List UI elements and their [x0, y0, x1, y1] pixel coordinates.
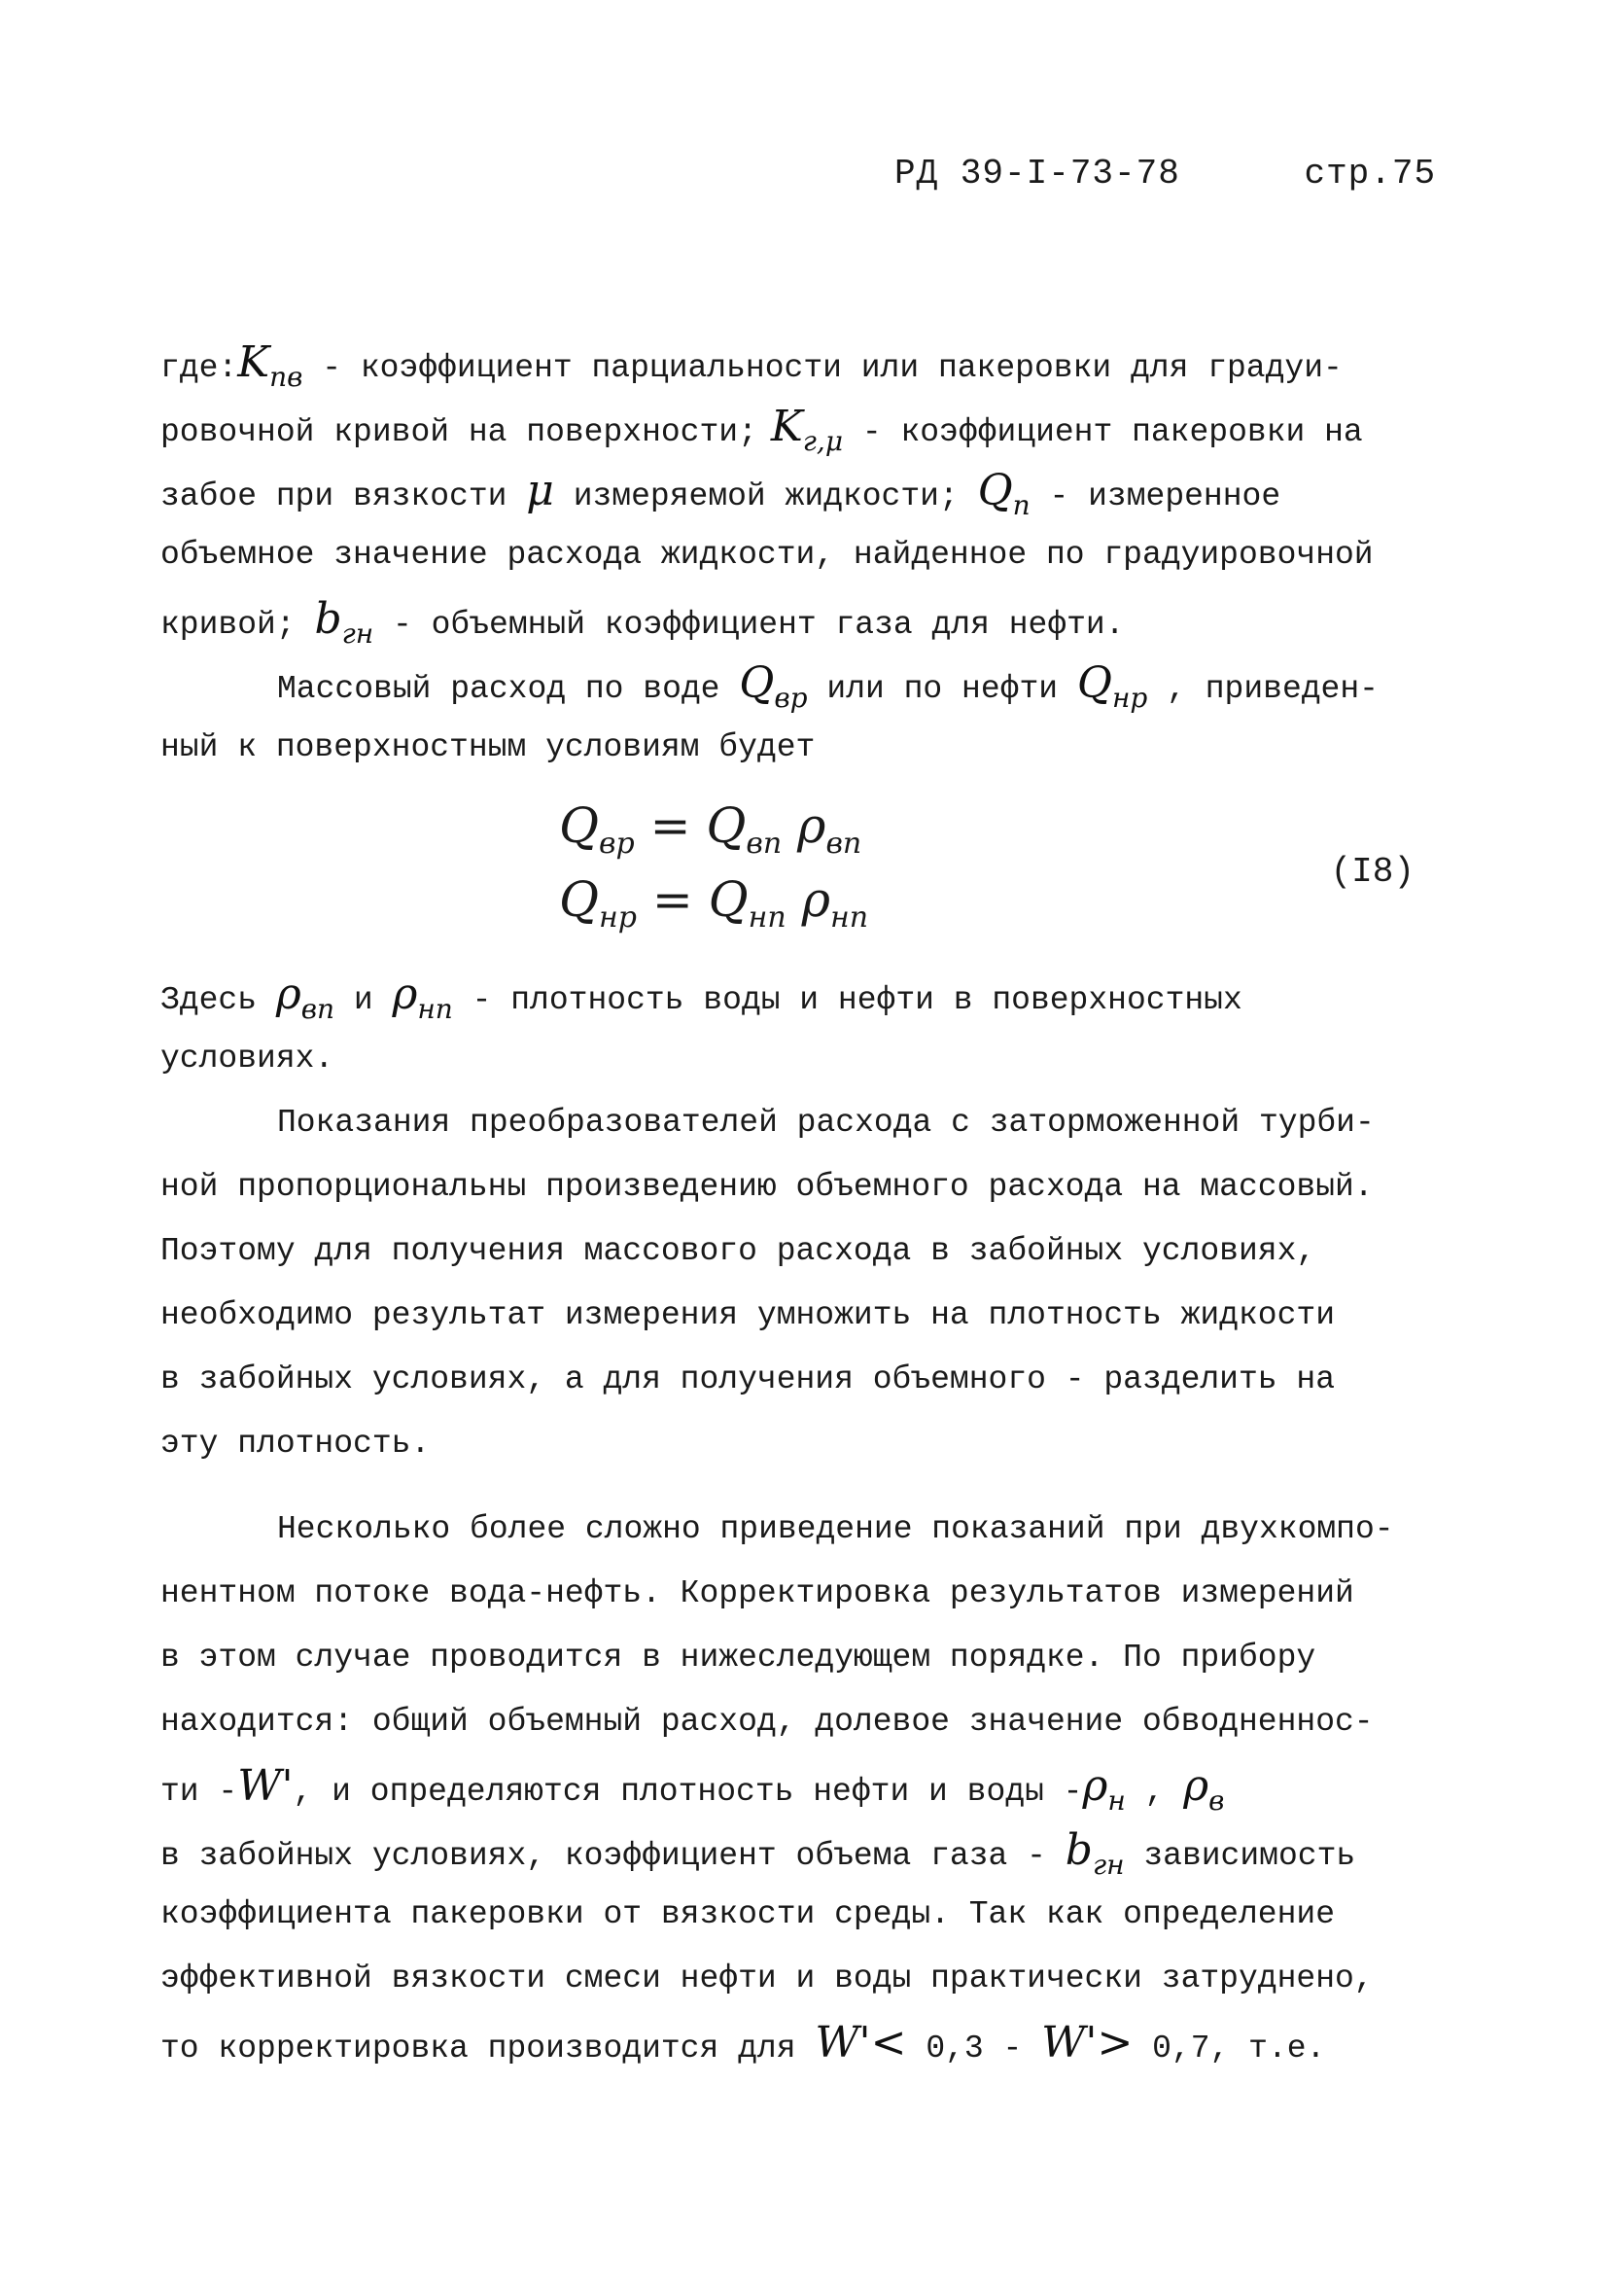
p5-line-5: ти -W', и определяются плотность нефти и воды $-\rho_н$ , $\rho_в$ [160, 1761, 1225, 1817]
p5-line-4: находится: общий объемный расход, долевое значение обводненнос- [160, 1704, 1374, 1740]
handwritten-symbol: μ [526, 466, 554, 515]
p1-line-5: кривой; $b_{гн}$ - объемный коэффициент газа для нефти. [160, 594, 1125, 650]
p2-line-1: Массовый расход по воде $Q_{вр}$ или по нефти $Q_{нр}$ , приведен- [277, 658, 1379, 714]
handwritten-symbol: $K_{г,\mu}$ [770, 402, 844, 457]
p5-line-2: нентном потоке вода-нефть. Корректировка результатов измерений [160, 1575, 1354, 1611]
handwritten-symbol: W' [237, 1761, 294, 1811]
handwritten-symbol: $\rho_н$ [1082, 1761, 1126, 1817]
p4-line-1: Показания преобразователей расхода с заторможенной турби- [277, 1105, 1375, 1141]
p5-line-6: в забойных условиях, коэффициент объема газа - $b_{гн}$ зависимость [160, 1825, 1356, 1881]
handwritten-symbol: $Q_{нр}$ [1076, 658, 1148, 714]
page-header [894, 154, 1436, 194]
p3-line-2: условиях. [160, 1041, 334, 1077]
p3-line-1: Здесь $\rho_{вп}$ и $\rho_{нп}$ - плотность воды и нефти в поверхностных [160, 970, 1242, 1025]
p5-line-7: коэффициента пакеровки от вязкости среды. Так как определение [160, 1896, 1335, 1932]
p4-line-3: Поэтому для получения массового расхода в забойных условиях, [160, 1233, 1316, 1269]
document-body [160, 331, 1434, 2075]
handwritten-symbol: $\rho_в$ [1183, 1761, 1225, 1817]
p4-line-4: необходимо результат измерения умножить на плотность жидкости [160, 1297, 1335, 1333]
handwritten-symbol: $b_{гн}$ [1065, 1825, 1125, 1881]
p2-line-2: ный к поверхностным условиям будет [160, 729, 816, 765]
handwritten-symbol: $b_{гн}$ [314, 594, 374, 650]
p4-line-2: ной пропорциональны произведению объемного расхода на массовый. [160, 1169, 1374, 1205]
p5-line-8: эффективной вязкости смеси нефти и воды практически затруднено, [160, 1960, 1374, 1996]
handwritten-symbol: $K_{пв}$ [237, 337, 303, 393]
p4-line-5: в забойных условиях, а для получения объемного - разделить на [160, 1361, 1335, 1397]
p1-line-1: $где:K_{пв}$ - коэффициент парциальности или пакеровки для градуи- [160, 337, 1343, 393]
handwritten-symbol: W'< [815, 2018, 907, 2067]
handwritten-symbol: W'> [1041, 2018, 1134, 2067]
handwritten-symbol: $\rho_{вп}$ [275, 970, 335, 1025]
equation-number: (І8) [1330, 852, 1415, 892]
p4-line-6: эту плотность. [160, 1426, 431, 1462]
handwritten-symbol: $Q_п$ [977, 466, 1031, 521]
p5-line-1: Несколько более сложно приведение показаний при двухкомпо- [277, 1511, 1394, 1547]
p5-line-9: то корректировка производится для W'< 0,3 - W'> 0,7, т.е. [160, 2018, 1326, 2067]
page-number: стр.75 [1304, 154, 1437, 194]
p1-line-4: объемное значение расхода жидкости, найденное по градуировочной [160, 537, 1374, 573]
formula-line-1: $Q_{вр} = Q_{вп}$ $\rho_{вп}$ [559, 797, 862, 861]
document-code: РД 39-І-73-78 [894, 154, 1180, 194]
handwritten-symbol: $\rho_{нп}$ [392, 970, 453, 1025]
formula-18 [160, 784, 1434, 951]
formula-line-2: $Q_{нр} = Q_{нп}$ $\rho_{нп}$ [559, 871, 869, 935]
p5-line-3: в этом случае проводится в нижеследующем порядке. По прибору [160, 1640, 1316, 1676]
p1-line-2: ровочной кривой на поверхности; $K_{г,\mu}$ - коэффициент пакеровки на [160, 402, 1363, 457]
p1-line-3: забое при вязкости μ измеряемой жидкости; $Q_п$ - измеренное [160, 466, 1281, 521]
handwritten-symbol: $Q_{вр}$ [739, 658, 808, 714]
